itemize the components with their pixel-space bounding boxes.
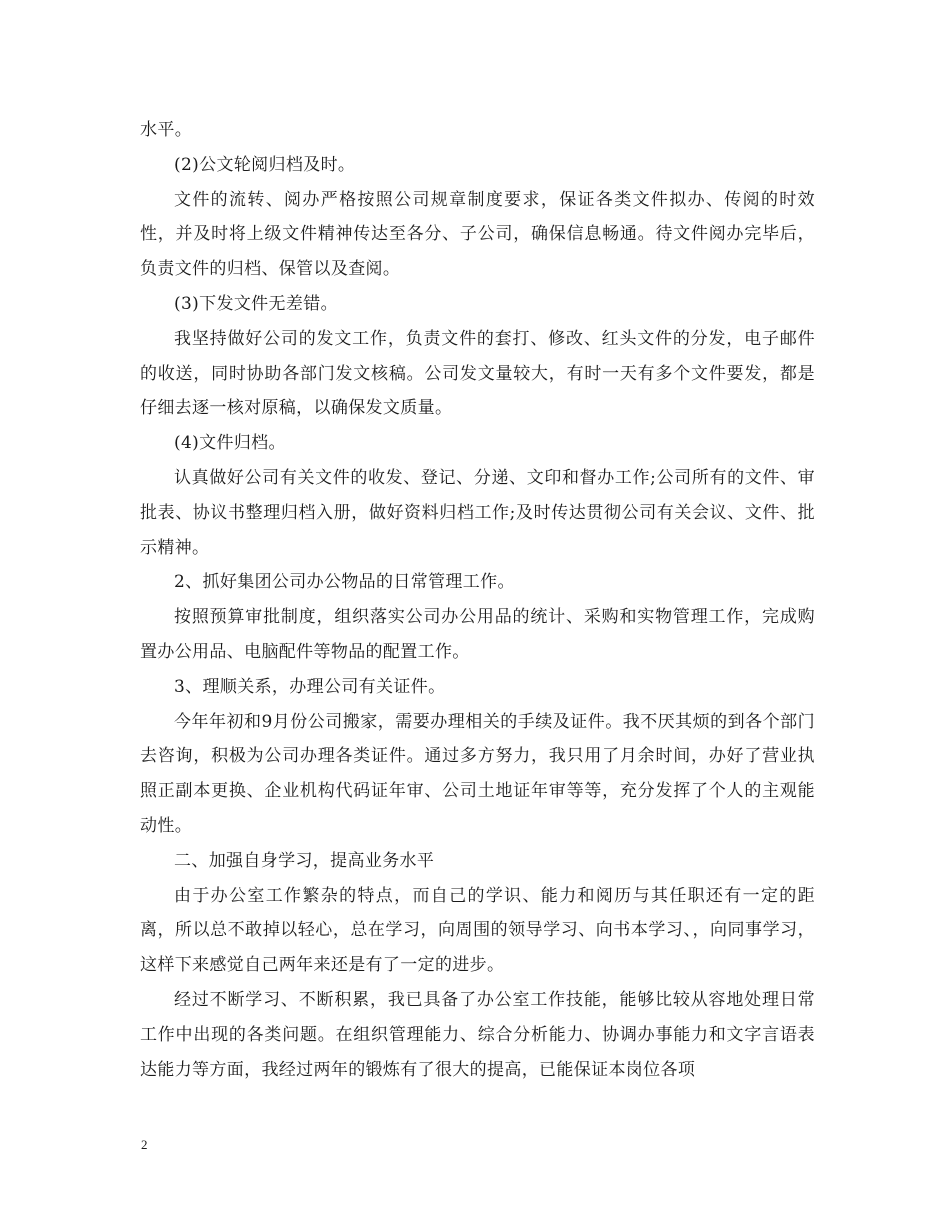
subheading-filing: (4)文件归档。 (174, 433, 286, 454)
body-text (140, 113, 815, 1087)
paragraph: 文件的流转、阅办严格按照公司规章制度要求，保证各类文件拟办、传阅的时效性，并及时将上级文件精神传达至各分、子公司，确保信息畅通。待文件阅办完毕后，负责文件的归档、保管以及查阅。 (140, 189, 815, 280)
paragraph: 经过不断学习、不断积累，我已具备了办公室工作技能，能够比较从容地处理日常工作中出现的各类问题。在组织管理能力、综合分析能力、协调办事能力和文字言语表达能力等方面，我经过两年的锻炼有了很大的提高，已能保证本岗位各项 (140, 989, 815, 1080)
paragraph: 按照预算审批制度，组织落实公司办公用品的统计、采购和实物管理工作，完成购置办公用品、电脑配件等物品的配置工作。 (140, 607, 815, 662)
paragraph: 认真做好公司有关文件的收发、登记、分递、文印和督办工作;公司所有的文件、审批表、协议书整理归档入册，做好资料归档工作;及时传达贯彻公司有关会议、文件、批示精神。 (140, 467, 815, 558)
paragraph: 由于办公室工作繁杂的特点，而自己的学识、能力和阅历与其任职还有一定的距离，所以总不敢掉以轻心，总在学习，向周围的领导学习、向书本学习、，向同事学习，这样下来感觉自己两年来还是有了一定的进步。 (140, 885, 815, 976)
subheading-archiving: (2)公文轮阅归档及时。 (174, 154, 356, 175)
subheading-issuing: (3)下发文件无差错。 (174, 293, 338, 314)
paragraph: 我坚持做好公司的发文工作，负责文件的套打、修改、红头文件的分发，电子邮件的收送，同时协助各部门发文核稿。公司发文量较大，有时一天有多个文件要发，都是仔细去逐一核对原稿，以确保发文质量。 (140, 328, 815, 419)
section-heading-certificates: 3、理顺关系，办理公司有关证件。 (174, 676, 446, 697)
page-number: 2 (141, 1137, 148, 1152)
paragraph-continuation: 水平。 (140, 120, 193, 140)
paragraph: 今年年初和9月份公司搬家，需要办理相关的手续及证件。我不厌其烦的到各个部门去咨询，积极为公司办理各类证件。通过多方努力，我只用了月余时间，办好了营业执照正副本更换、企业机构代码证年审、公司土地证年审等等，充分发挥了个人的主观能动性。 (140, 711, 815, 836)
section-heading-self-study: 二、加强自身学习，提高业务水平 (174, 850, 435, 871)
section-heading-office-supplies: 2、抓好集团公司办公物品的日常管理工作。 (174, 572, 515, 593)
